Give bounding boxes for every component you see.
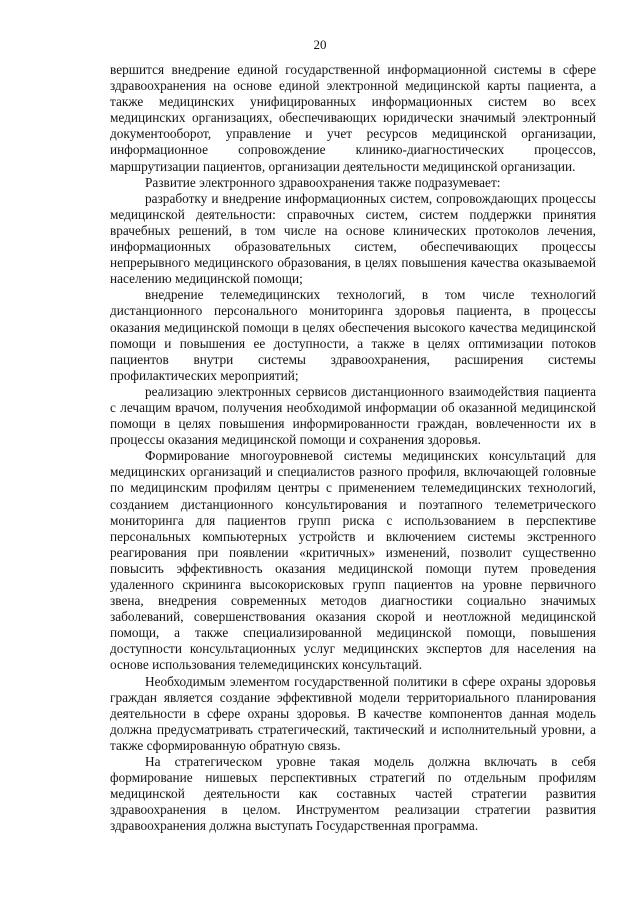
paragraph-information-systems: разработку и внедрение информационных систем, сопровождающих процессы медицинской деятельности: справочных систем, систем поддержки принятия врачебных решений, в том числе на основе клинических протоколов лечения, информационных образовательных систем, обеспечивающих процессы непрерывного медицинского образования, в целях повышения качества оказываемой населению медицинской помощи; bbox=[110, 190, 596, 287]
page-number: 20 bbox=[313, 37, 327, 52]
paragraph-strategic-level: На стратегическом уровне такая модель должна включать в себя формирование нишевых перспективных стратегий по отдельным профилям медицинской деятельности как составных частей стратегии развития здравоохранения в целом. Инструментом реализации стратегии развития здравоохранения должна выступать Государственная программа. bbox=[110, 754, 596, 834]
paragraph-ehealth-intro: Развитие электронного здравоохранения также подразумевает: bbox=[145, 174, 501, 190]
paragraph-continuation: вершится внедрение единой государственной информационной системы в сфере здравоохранения на основе единой электронной медицинской карты пациента, а также медицинских унифицированных информационных систем во всех медицинских организациях, обеспечивающих юридически значимый электронный документооборот, управление и учет ресурсов медицинской организации, информационное сопровождение клинико-диагностических процессов, маршрутизации пациентов, организации деятельности медицинской организации. bbox=[110, 62, 596, 174]
paragraph-territorial-planning: Необходимым элементом государственной политики в сфере охраны здоровья граждан является создание эффективной модели территориального планирования деятельности в сфере охраны здоровья. В качестве компонентов данная модель должна предусматривать стратегический, тактический и исполнительный уровни, а также сформированную обратную связь. bbox=[110, 673, 596, 753]
paragraph-electronic-services: реализацию электронных сервисов дистанционного взаимодействия пациента с лечащим врачом, получения необходимой информации об оказанной медицинской помощи в целях повышения информированности граждан, вовлеченности их в процессы оказания медицинской помощи и сохранения здоровья. bbox=[110, 383, 596, 448]
paragraph-consultation-system: Формирование многоуровневой системы медицинских консультаций для медицинских организаций и специалистов разного профиля, включающей головные по медицинским профилям центры с применением телемедицинских технологий, созданием дистанционного консультирования и поэтапного телеметрического мониторинга для пациентов групп риска с использованием в перспективе персональных компьютерных устройств и включением системы экстренного реагирования при появлении «критичных» изменений, позволит существенно повысить эффективность оказания медицинской помощи путем проведения удаленного скрининга высокорисковых групп пациентов на уровне первичного звена, внедрения современных методов диагностики социально значимых заболеваний, совершенствования оказания скорой и неотложной медицинской помощи, а также специализированной медицинской помощи, повышения доступности консультационных услуг медицинских экспертов для населения на основе использования телемедицинских консультаций. bbox=[110, 448, 596, 673]
paragraph-telemedicine: внедрение телемедицинских технологий, в том числе технологий дистанционного персонального мониторинга здоровья пациента, в процессы оказания медицинской помощи в целях обеспечения высокого качества медицинской помощи и повышения ее доступности, а также в целях оптимизации потоков пациентов внутри системы здравоохранения, расширения системы профилактических мероприятий; bbox=[110, 287, 596, 383]
document-body bbox=[110, 62, 596, 835]
